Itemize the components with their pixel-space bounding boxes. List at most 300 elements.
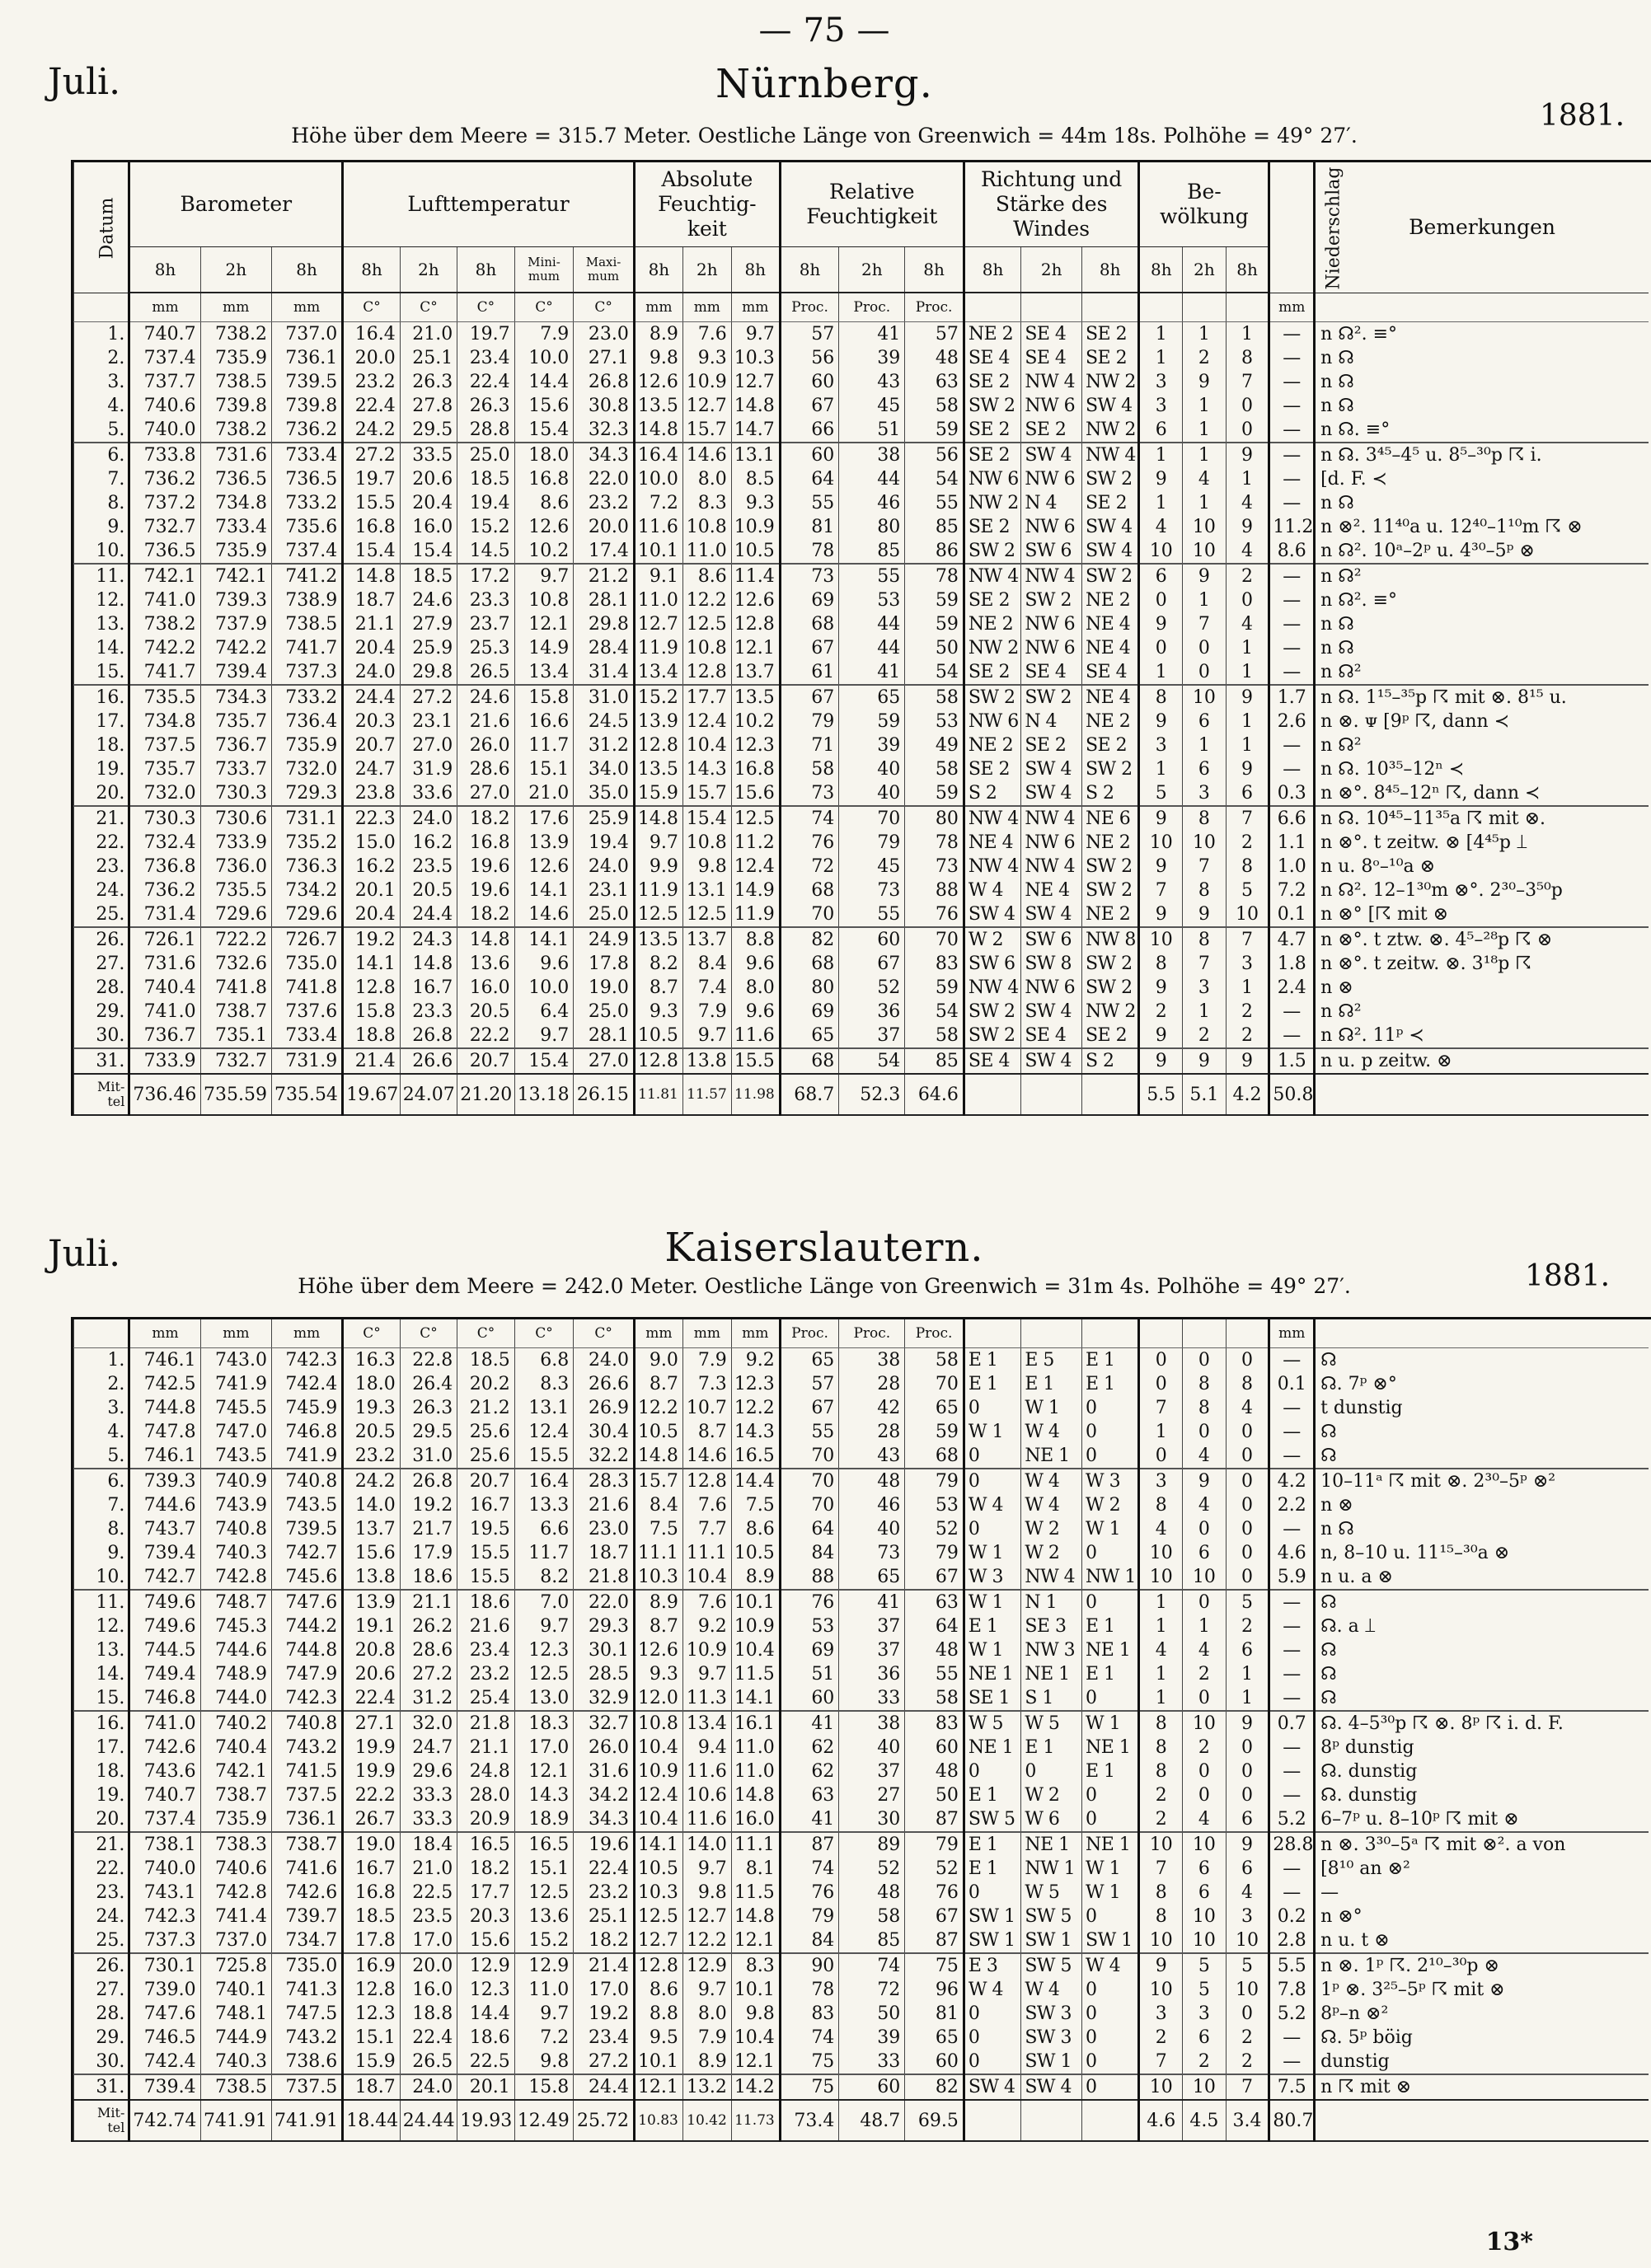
- wind-8h: E 3: [964, 1953, 1020, 1978]
- wind-8h: W 1: [964, 1541, 1020, 1565]
- relf-2h: 44: [839, 612, 905, 636]
- relf-8h-evening: 58: [905, 1348, 964, 1373]
- temp-2h: 31.9: [400, 757, 457, 781]
- relf-8h-evening: 63: [905, 370, 964, 394]
- absf-2h: 9.7: [682, 1857, 731, 1881]
- relf-8h-evening: 76: [905, 1881, 964, 1905]
- cloud-8h-evening: 5: [1226, 879, 1269, 902]
- unit-cell: C°: [514, 1319, 574, 1348]
- temp-max: 28.3: [574, 1469, 635, 1493]
- temp-min: 7.0: [514, 1590, 574, 1614]
- day-cell: 9.: [74, 515, 129, 539]
- relf-2h: 41: [839, 322, 905, 347]
- cloud-8h-evening: 9: [1226, 1711, 1269, 1736]
- cloud-8h: 8: [1139, 685, 1183, 710]
- header-barometer: Barometer: [129, 162, 343, 247]
- relf-8h: 83: [780, 2002, 839, 2026]
- relf-2h: 37: [839, 1024, 905, 1048]
- temp-8h: 15.1: [343, 2026, 400, 2050]
- table-row: [74, 539, 1649, 564]
- temp-2h: 18.5: [400, 564, 457, 588]
- table-body-nurnberg: [74, 322, 1649, 1116]
- remarks: n ☊: [1315, 370, 1649, 394]
- unit-cell: C°: [514, 293, 574, 322]
- absf-2h: 11.6: [682, 1760, 731, 1783]
- table-row: [74, 1444, 1649, 1469]
- baro-8h-evening: 736.1: [271, 1807, 342, 1832]
- cloud-2h: 5: [1183, 1953, 1227, 1978]
- baro-2h: 735.9: [200, 1807, 271, 1832]
- temp-8h: 13.7: [343, 1517, 400, 1541]
- table-row: [74, 806, 1649, 831]
- baro-8h-evening: 736.5: [271, 467, 342, 491]
- relf-2h: 85: [839, 539, 905, 564]
- wind-2h: NW 6: [1021, 467, 1082, 491]
- remarks: n ☊²: [1315, 1000, 1649, 1024]
- day-cell: 21.: [74, 806, 129, 831]
- temp-max: 25.9: [574, 806, 635, 831]
- absf-2h: 7.9: [682, 1348, 731, 1373]
- remarks: n ⊗: [1315, 1493, 1649, 1517]
- remarks: ☊: [1315, 1686, 1649, 1711]
- unit-cell: mm: [129, 1319, 200, 1348]
- temp-2h: 26.4: [400, 1372, 457, 1396]
- temp-2h: 18.4: [400, 1832, 457, 1857]
- day-cell: 7.: [74, 1493, 129, 1517]
- temp-8h-evening: 20.3: [457, 1905, 514, 1928]
- relf-2h: 70: [839, 806, 905, 831]
- precipitation: —: [1269, 1857, 1315, 1881]
- relf-2h: 36: [839, 1000, 905, 1024]
- baro-8h-evening: 743.2: [271, 1736, 342, 1760]
- cloud-8h: 7: [1139, 1857, 1183, 1881]
- temp-min: 12.1: [514, 612, 574, 636]
- temp-8h: 18.5: [343, 1905, 400, 1928]
- wind-8h-evening: SW 4: [1081, 394, 1138, 418]
- cloud-8h: 1: [1139, 443, 1183, 467]
- temp-min: 12.9: [514, 1953, 574, 1978]
- relf-2h: 79: [839, 831, 905, 855]
- baro-2h: 733.7: [200, 757, 271, 781]
- wind-8h: E 1: [964, 1832, 1020, 1857]
- wind-8h-evening: 0: [1082, 2074, 1139, 2100]
- baro-8h: 740.4: [129, 976, 200, 1000]
- baro-2h: 742.1: [200, 564, 271, 588]
- remarks: n ☊. 1¹⁵–³⁵p ☈ mit ⊗. 8¹⁵ u.: [1315, 685, 1649, 710]
- cloud-8h-evening: 6: [1226, 1638, 1269, 1662]
- remarks: n ⊗°. 8⁴⁵–12ⁿ ☈, dann ≺: [1315, 781, 1649, 806]
- table-row: [74, 1372, 1649, 1396]
- temp-max: 19.6: [574, 1832, 635, 1857]
- baro-8h: 746.8: [129, 1686, 200, 1711]
- remarks: ☊. 4–5³⁰p ☈ ⊗. 8ᵖ ☈ i. d. F.: [1315, 1711, 1649, 1736]
- precipitation: —: [1269, 1614, 1315, 1638]
- precipitation: —: [1269, 394, 1315, 418]
- cloud-8h-evening: 6: [1226, 1857, 1269, 1881]
- wind-2h: W 4: [1021, 1493, 1082, 1517]
- temp-2h: 16.2: [400, 831, 457, 855]
- temp-min: 18.9: [514, 1807, 574, 1832]
- cloud-8h: 10: [1139, 1832, 1183, 1857]
- temp-8h-evening: 18.6: [457, 2026, 514, 2050]
- absf-8h-evening: 14.4: [731, 1469, 780, 1493]
- wind-8h: SE 2: [964, 660, 1020, 685]
- absf-8h: 12.5: [634, 902, 682, 927]
- precipitation: 8.6: [1269, 539, 1315, 564]
- baro-2h: 735.1: [200, 1024, 271, 1048]
- baro-8h-evening: 733.4: [271, 443, 342, 467]
- remarks: ☊. a ⟘: [1315, 1614, 1649, 1638]
- temp-min: 15.2: [514, 1928, 574, 1953]
- absf-2h: 11.1: [682, 1541, 731, 1565]
- baro-8h: 735.7: [129, 757, 200, 781]
- precipitation: —: [1269, 1024, 1315, 1048]
- absf-8h: 7.2: [634, 491, 682, 515]
- relf-8h: 41: [780, 1711, 839, 1736]
- temp-min: 15.4: [514, 1048, 574, 1074]
- baro-2h: 733.4: [200, 515, 271, 539]
- wind-8h: SE 2: [964, 443, 1020, 467]
- temp-max: 30.1: [574, 1638, 635, 1662]
- cloud-8h-evening: 2: [1226, 2026, 1269, 2050]
- day-cell: 4.: [74, 394, 129, 418]
- table-row: [74, 467, 1649, 491]
- day-cell: 8.: [74, 1517, 129, 1541]
- wind-8h-evening: NE 1: [1082, 1736, 1139, 1760]
- temp-max: 21.6: [574, 1493, 635, 1517]
- relf-2h: 73: [839, 1541, 905, 1565]
- table-row: [74, 1662, 1649, 1686]
- cloud-2h: 8: [1183, 806, 1227, 831]
- relf-8h: 87: [780, 1832, 839, 1857]
- day-cell: 25.: [74, 902, 129, 927]
- temp-min: 9.7: [514, 1024, 574, 1048]
- temp-max: 23.0: [574, 322, 635, 347]
- baro-8h-evening: 741.2: [271, 564, 342, 588]
- cloud-8h-evening: 1: [1226, 1686, 1269, 1711]
- wind-8h-evening: 0: [1082, 1905, 1139, 1928]
- absf-8h: 12.7: [634, 1928, 682, 1953]
- absf-8h: 12.2: [634, 1396, 682, 1420]
- baro-8h-evening: 744.8: [271, 1638, 342, 1662]
- remarks: n ⊗. ᴪ [9ᵖ ☈, dann ≺: [1315, 710, 1649, 733]
- precipitation: —: [1269, 2050, 1315, 2074]
- temp-min: 8.6: [514, 491, 574, 515]
- header-8h: 8h: [780, 247, 839, 293]
- day-cell: 2.: [74, 1372, 129, 1396]
- baro-2h: 730.3: [200, 781, 271, 806]
- cloud-8h-evening: 7: [1226, 927, 1269, 952]
- relf-8h-evening: 55: [905, 491, 964, 515]
- temp-8h: 16.7: [343, 1857, 400, 1881]
- temp-min: 9.7: [514, 564, 574, 588]
- absf-2h: 12.5: [682, 612, 731, 636]
- day-cell: 31.: [74, 2074, 129, 2100]
- temp-max: 27.1: [574, 346, 635, 370]
- cloud-8h: 8: [1139, 1711, 1183, 1736]
- temp-max: 23.2: [574, 1881, 635, 1905]
- wind-2h: NW 4: [1021, 370, 1082, 394]
- wind-8h: W 5: [964, 1711, 1020, 1736]
- temp-max: 23.2: [574, 491, 635, 515]
- relf-2h: 44: [839, 636, 905, 660]
- unit-cell: Proc.: [780, 293, 839, 322]
- table-row: [74, 952, 1649, 976]
- relf-2h: 42: [839, 1396, 905, 1420]
- temp-8h-evening: 24.8: [457, 1760, 514, 1783]
- cloud-2h: 3: [1183, 781, 1227, 806]
- mean-remarks: [1315, 1074, 1649, 1115]
- cloud-8h: 0: [1139, 1348, 1183, 1373]
- cloud-8h: 8: [1139, 1905, 1183, 1928]
- relf-8h: 60: [780, 443, 839, 467]
- wind-2h: SW 3: [1021, 2002, 1082, 2026]
- absf-8h-evening: 12.8: [731, 612, 780, 636]
- absf-2h: 12.7: [682, 1905, 731, 1928]
- day-cell: 15.: [74, 660, 129, 685]
- temp-8h: 20.7: [343, 733, 400, 757]
- wind-8h: 0: [964, 1444, 1020, 1469]
- precipitation: —: [1269, 733, 1315, 757]
- precipitation: —: [1269, 1444, 1315, 1469]
- temp-8h: 16.4: [343, 322, 400, 347]
- month-label-nurnberg: Juli.: [48, 61, 121, 103]
- cloud-8h-evening: 6: [1226, 781, 1269, 806]
- temp-8h: 14.1: [343, 952, 400, 976]
- header-2h: 2h: [839, 247, 905, 293]
- absf-2h: 8.3: [682, 491, 731, 515]
- baro-2h: 732.7: [200, 1048, 271, 1074]
- remarks: n u. 8ᵒ–¹⁰a ⊗: [1315, 855, 1649, 879]
- day-cell: 12.: [74, 1614, 129, 1638]
- temp-8h-evening: 25.6: [457, 1420, 514, 1444]
- remarks: 6–7ᵖ u. 8–10ᵖ ☈ mit ⊗: [1315, 1807, 1649, 1832]
- mean-temp-8h-evening: 19.93: [457, 2100, 514, 2141]
- temp-2h: 26.6: [400, 1048, 457, 1074]
- cloud-8h-evening: 8: [1226, 1372, 1269, 1396]
- wind-8h: NE 2: [964, 612, 1020, 636]
- absf-8h-evening: 10.5: [731, 1541, 780, 1565]
- temp-min: 14.1: [514, 927, 574, 952]
- cloud-2h: 0: [1183, 1517, 1227, 1541]
- absf-8h-evening: 8.9: [731, 1565, 780, 1590]
- absf-8h: 9.5: [634, 2026, 682, 2050]
- absf-8h-evening: 15.6: [731, 781, 780, 806]
- day-cell: 5.: [74, 418, 129, 443]
- relf-8h: 67: [780, 636, 839, 660]
- cloud-8h: 9: [1139, 902, 1183, 927]
- mean-wind-8h: [964, 1074, 1020, 1115]
- unit-cell: mm: [129, 293, 200, 322]
- wind-8h: SW 4: [964, 2074, 1020, 2100]
- wind-2h: NW 6: [1021, 612, 1082, 636]
- wind-8h-evening: S 2: [1081, 781, 1138, 806]
- unit-cell: Proc.: [839, 1319, 905, 1348]
- baro-8h-evening: 737.0: [271, 322, 342, 347]
- cloud-2h: 10: [1183, 1832, 1227, 1857]
- table-row: [74, 1638, 1649, 1662]
- mean-temp-8h: 18.44: [343, 2100, 400, 2141]
- baro-2h: 742.1: [200, 1760, 271, 1783]
- temp-8h-evening: 12.3: [457, 1978, 514, 2002]
- cloud-2h: 6: [1183, 1881, 1227, 1905]
- absf-8h: 9.7: [634, 831, 682, 855]
- baro-8h-evening: 741.7: [271, 636, 342, 660]
- wind-8h: W 4: [964, 879, 1020, 902]
- absf-8h: 13.5: [634, 394, 682, 418]
- remarks: n ⊗². 11⁴⁰a u. 12⁴⁰–1¹⁰m ☈ ⊗: [1315, 515, 1649, 539]
- baro-8h-evening: 739.5: [271, 370, 342, 394]
- precipitation: 0.2: [1269, 1905, 1315, 1928]
- cloud-8h-evening: 9: [1226, 1048, 1269, 1074]
- unit-cell: mm: [271, 1319, 342, 1348]
- relf-8h: 60: [780, 370, 839, 394]
- day-cell: 3.: [74, 370, 129, 394]
- cloud-8h-evening: 0: [1226, 1736, 1269, 1760]
- remarks: n ☊: [1315, 1517, 1649, 1541]
- cloud-8h-evening: 0: [1226, 394, 1269, 418]
- unit-cell: Proc.: [905, 1319, 964, 1348]
- cloud-8h: 4: [1139, 1517, 1183, 1541]
- relf-2h: 39: [839, 733, 905, 757]
- relf-2h: 58: [839, 1905, 905, 1928]
- baro-2h: 735.9: [200, 539, 271, 564]
- wind-2h: W 4: [1021, 1469, 1082, 1493]
- baro-8h: 736.2: [129, 879, 200, 902]
- cloud-8h-evening: 8: [1226, 346, 1269, 370]
- baro-8h: 733.8: [129, 443, 200, 467]
- precipitation: 1.7: [1269, 685, 1315, 710]
- remarks: n ☊. 3⁴⁵–4⁵ u. 8⁵–³⁰p ☈ i.: [1315, 443, 1649, 467]
- absf-2h: 7.6: [682, 1493, 731, 1517]
- relf-2h: 46: [839, 1493, 905, 1517]
- temp-min: 9.6: [514, 952, 574, 976]
- table-row: [74, 564, 1649, 588]
- temp-8h-evening: 16.5: [457, 1832, 514, 1857]
- precipitation: 2.6: [1269, 710, 1315, 733]
- precipitation: 1.5: [1269, 1048, 1315, 1074]
- absf-8h-evening: 12.1: [731, 1928, 780, 1953]
- wind-8h-evening: E 1: [1082, 1662, 1139, 1686]
- baro-2h: 743.9: [200, 1493, 271, 1517]
- temp-min: 12.3: [514, 1638, 574, 1662]
- relf-8h-evening: 75: [905, 1953, 964, 1978]
- relf-8h: 61: [780, 660, 839, 685]
- absf-8h: 12.1: [634, 2074, 682, 2100]
- cloud-2h: 9: [1183, 1469, 1227, 1493]
- temp-8h-evening: 26.0: [457, 733, 514, 757]
- cloud-2h: 0: [1183, 1783, 1227, 1807]
- temp-8h: 19.2: [343, 927, 400, 952]
- temp-2h: 14.8: [400, 952, 457, 976]
- temp-max: 22.0: [574, 1590, 635, 1614]
- wind-8h-evening: SE 2: [1081, 491, 1138, 515]
- cloud-8h-evening: 1: [1226, 322, 1269, 347]
- relf-8h: 84: [780, 1928, 839, 1953]
- temp-max: 23.4: [574, 2026, 635, 2050]
- baro-8h-evening: 741.8: [271, 976, 342, 1000]
- table-row: [74, 660, 1649, 685]
- wind-2h: W 5: [1021, 1711, 1082, 1736]
- temp-8h: 21.4: [343, 1048, 400, 1074]
- baro-2h: 742.2: [200, 636, 271, 660]
- temp-max: 23.1: [574, 879, 635, 902]
- temp-max: 31.6: [574, 1760, 635, 1783]
- wind-2h: W 2: [1021, 1783, 1082, 1807]
- relf-8h: 60: [780, 1686, 839, 1711]
- wind-8h-evening: SE 2: [1081, 1024, 1138, 1048]
- baro-8h-evening: 726.7: [271, 927, 342, 952]
- temp-min: 18.0: [514, 443, 574, 467]
- remarks: n ⊗: [1315, 976, 1649, 1000]
- remarks: n ☊². 10ᵃ–2ᵖ u. 4³⁰–5ᵖ ⊗: [1315, 539, 1649, 564]
- temp-max: 19.0: [574, 976, 635, 1000]
- temp-8h: 15.0: [343, 831, 400, 855]
- baro-8h: 735.5: [129, 685, 200, 710]
- relf-8h-evening: 58: [905, 1024, 964, 1048]
- day-cell: 20.: [74, 781, 129, 806]
- temp-8h: 19.0: [343, 1832, 400, 1857]
- baro-2h: 734.8: [200, 491, 271, 515]
- header-8h: 8h: [129, 247, 200, 293]
- temp-8h-evening: 20.7: [457, 1048, 514, 1074]
- remarks: n ☊²: [1315, 733, 1649, 757]
- temp-8h: 20.0: [343, 346, 400, 370]
- cloud-8h-evening: 1: [1226, 660, 1269, 685]
- precipitation: 5.2: [1269, 1807, 1315, 1832]
- baro-8h-evening: 740.8: [271, 1711, 342, 1736]
- wind-2h: N 4: [1021, 710, 1082, 733]
- baro-8h: 749.4: [129, 1662, 200, 1686]
- relf-8h-evening: 60: [905, 2050, 964, 2074]
- relf-8h: 71: [780, 733, 839, 757]
- wind-8h-evening: SE 2: [1081, 346, 1138, 370]
- wind-8h: SW 2: [964, 685, 1020, 710]
- temp-8h-evening: 18.5: [457, 1348, 514, 1373]
- cloud-2h: 2: [1183, 1662, 1227, 1686]
- absf-8h: 9.8: [634, 346, 682, 370]
- mean-relf-8h-evening: 69.5: [905, 2100, 964, 2141]
- temp-8h-evening: 21.1: [457, 1736, 514, 1760]
- relf-8h: 84: [780, 1541, 839, 1565]
- relf-2h: 33: [839, 1686, 905, 1711]
- precipitation: 4.2: [1269, 1469, 1315, 1493]
- remarks: ☊. 7ᵖ ⊗°: [1315, 1372, 1649, 1396]
- temp-max: 21.8: [574, 1565, 635, 1590]
- temp-8h-evening: 24.6: [457, 685, 514, 710]
- precipitation: 5.5: [1269, 1953, 1315, 1978]
- mean-wind-8h-evening: [1081, 1074, 1138, 1115]
- wind-2h: W 2: [1021, 1517, 1082, 1541]
- temp-min: 13.3: [514, 1493, 574, 1517]
- header-2h: 2h: [400, 247, 457, 293]
- baro-8h-evening: 738.5: [271, 612, 342, 636]
- temp-8h: 16.8: [343, 1881, 400, 1905]
- wind-8h: W 1: [964, 1590, 1020, 1614]
- temp-min: 10.0: [514, 976, 574, 1000]
- cloud-8h: 0: [1139, 1372, 1183, 1396]
- temp-min: 11.7: [514, 1541, 574, 1565]
- baro-8h-evening: 738.6: [271, 2050, 342, 2074]
- absf-8h: 8.7: [634, 1372, 682, 1396]
- baro-8h-evening: 729.6: [271, 902, 342, 927]
- absf-2h: 10.4: [682, 1565, 731, 1590]
- cloud-8h: 9: [1139, 710, 1183, 733]
- temp-8h-evening: 18.6: [457, 1590, 514, 1614]
- unit-cell: C°: [343, 293, 400, 322]
- absf-2h: 10.9: [682, 1638, 731, 1662]
- relf-2h: 48: [839, 1881, 905, 1905]
